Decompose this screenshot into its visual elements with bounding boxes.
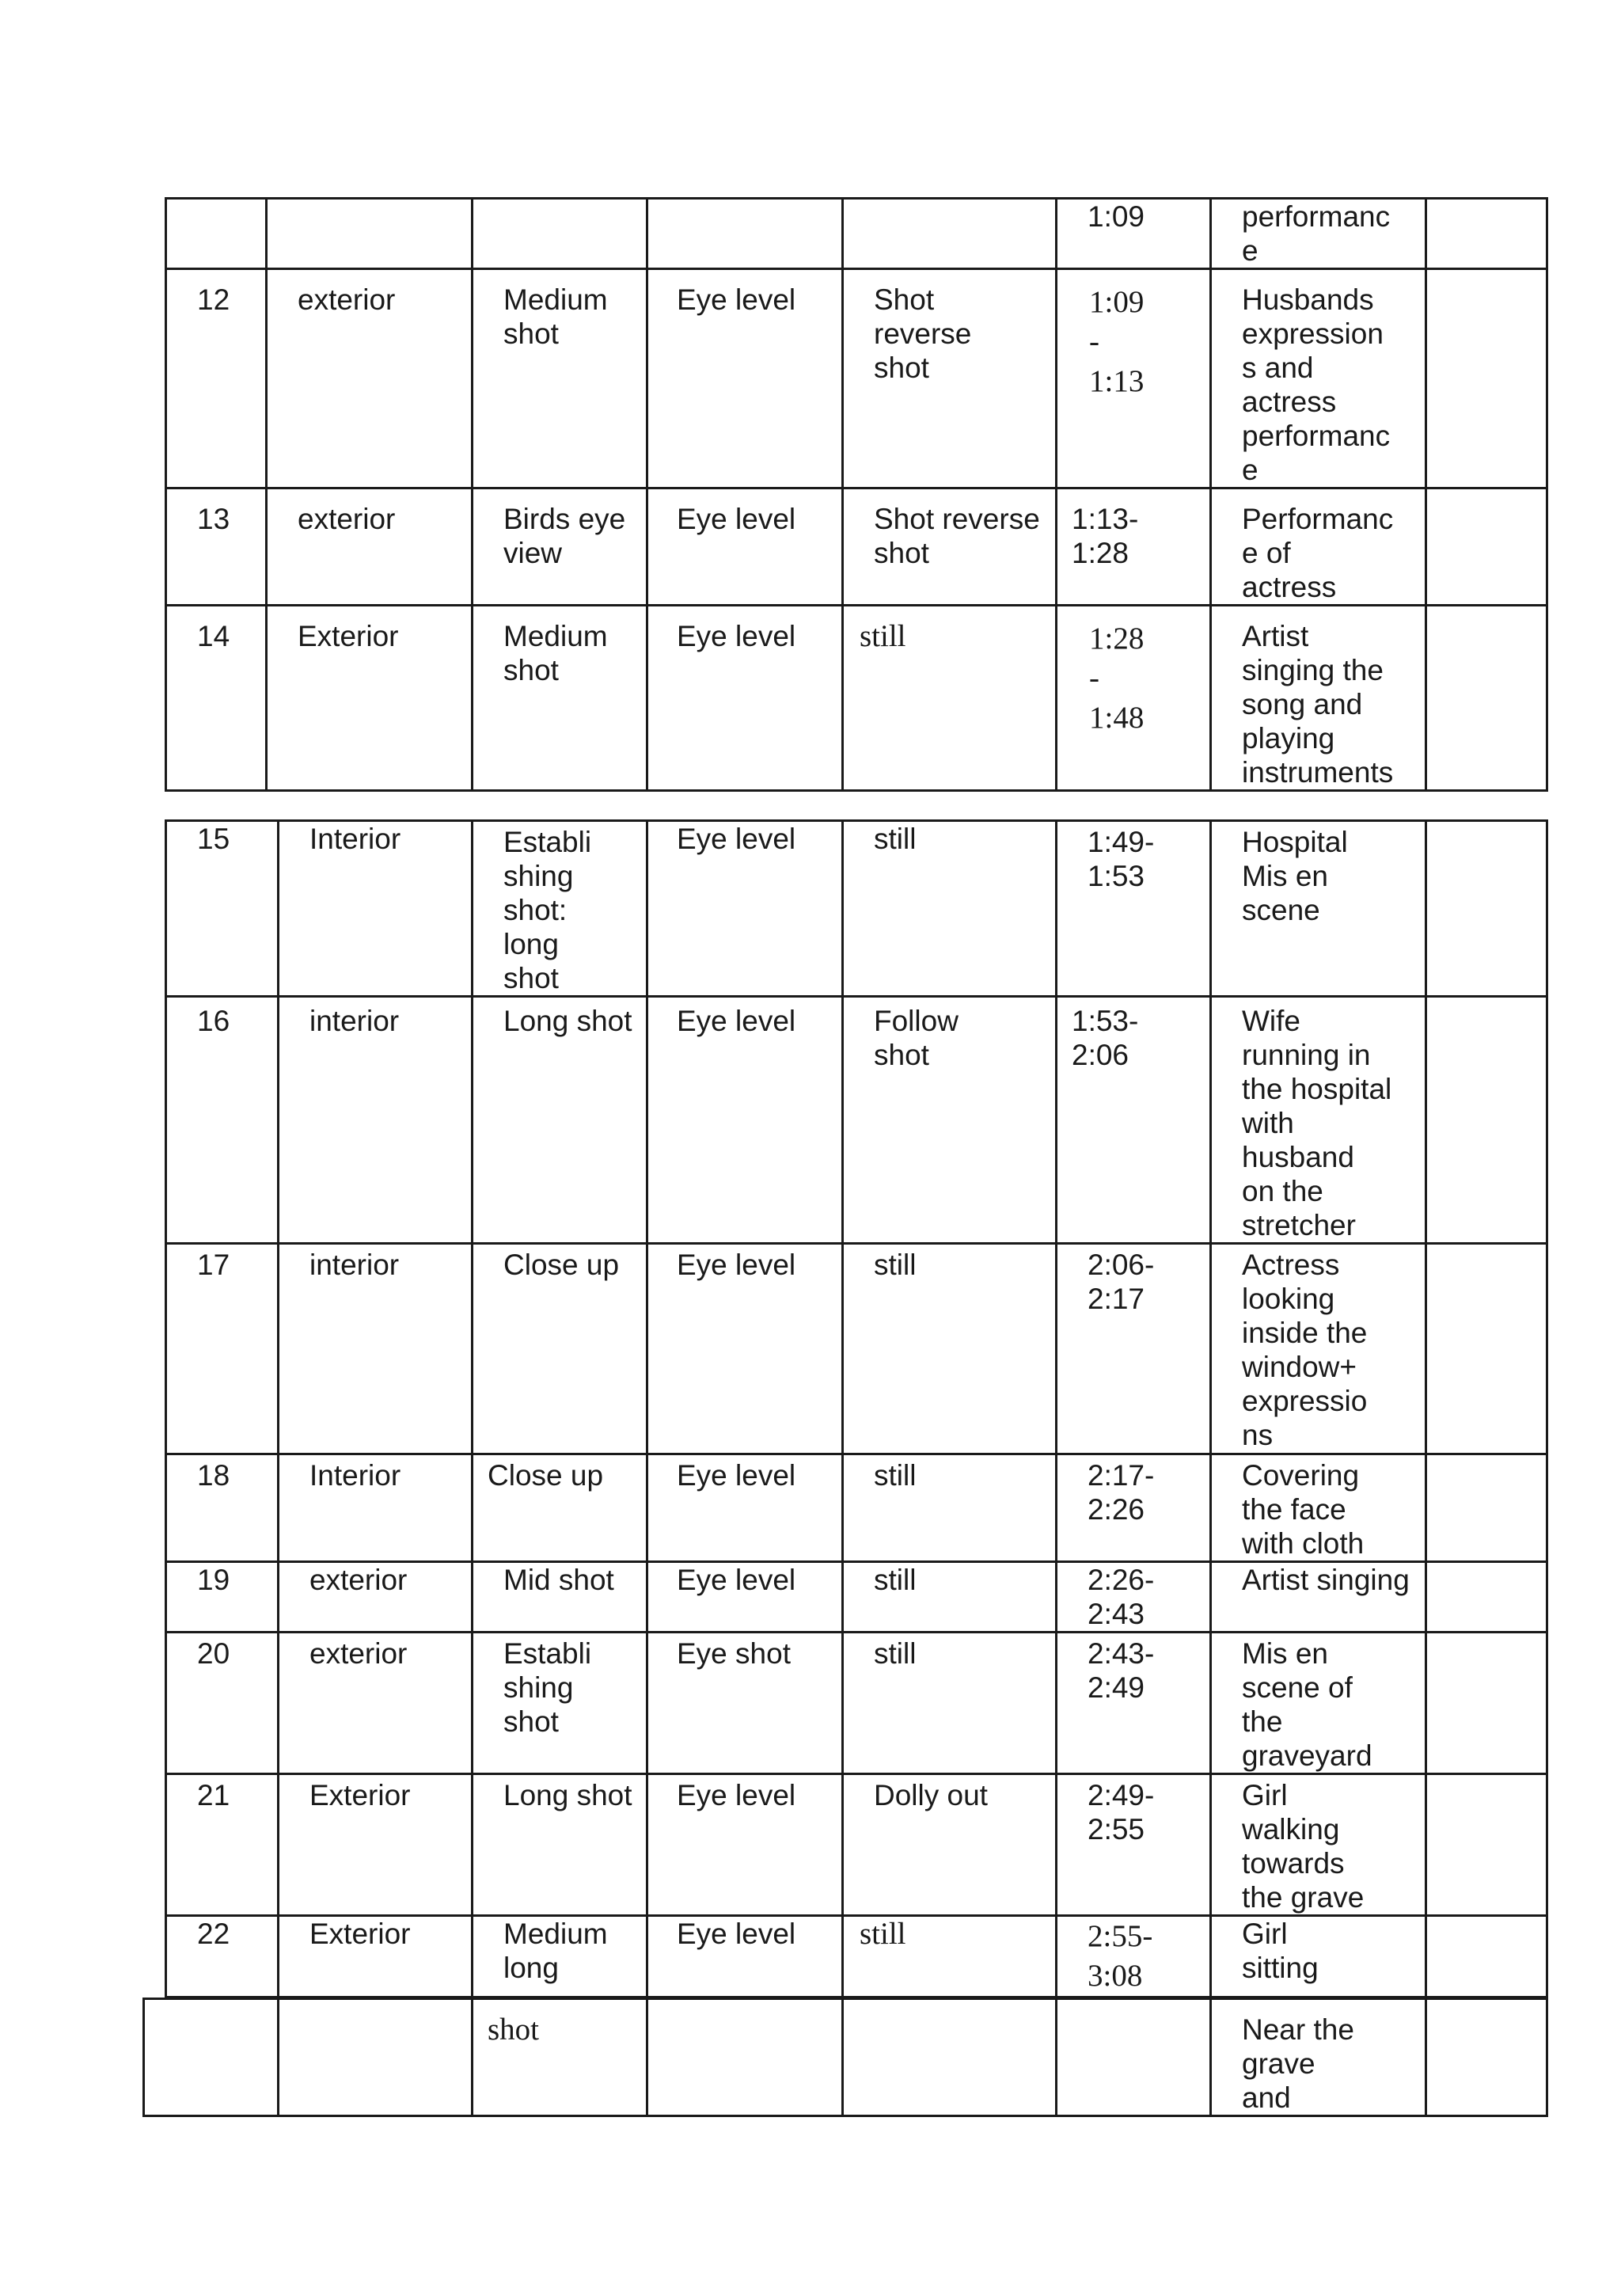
shot-number-cell — [144, 1999, 279, 2116]
location-cell: Exterior — [279, 1916, 473, 1998]
table-row — [166, 821, 1547, 997]
shot-number-cell: 17 — [166, 1244, 279, 1454]
camera-movement-cell: Dolly out — [843, 1774, 1057, 1916]
description-cell: Performanc e of actress — [1211, 488, 1426, 606]
timecode-cell: 1:49- 1:53 — [1057, 821, 1211, 997]
location-cell: Interior — [279, 1454, 473, 1562]
description-cell: Actress looking inside the window+ expressio ns — [1211, 1244, 1426, 1454]
timecode-cell: 2:06- 2:17 — [1057, 1244, 1211, 1454]
shot-type-cell: Mid shot — [473, 1562, 647, 1633]
shot-type-cell: Establi shing shot: long shot — [473, 821, 647, 997]
timecode-cell: 2:26- 2:43 — [1057, 1562, 1211, 1633]
location-cell: Exterior — [267, 606, 473, 791]
location-cell: exterior — [279, 1633, 473, 1774]
description-cell: Near the grave and — [1211, 1999, 1426, 2116]
description-cell: Hospital Mis en scene — [1211, 821, 1426, 997]
location-cell — [267, 199, 473, 269]
shot-type-cell: Long shot — [473, 997, 647, 1244]
shot-number-cell: 22 — [166, 1916, 279, 1998]
shot-number-cell: 14 — [166, 606, 267, 791]
camera-angle-cell — [647, 199, 843, 269]
shot-list-table-2 — [165, 819, 1548, 1998]
table-row — [144, 1999, 1547, 2116]
extra-cell — [1426, 1633, 1547, 1774]
location-cell: exterior — [267, 269, 473, 488]
shot-number-cell: 20 — [166, 1633, 279, 1774]
camera-angle-cell: Eye level — [647, 1454, 843, 1562]
location-cell: exterior — [267, 488, 473, 606]
shot-type-cell: shot — [473, 1999, 647, 2116]
table-row — [166, 1633, 1547, 1774]
description-cell: Wife running in the hospital with husband on the stretcher — [1211, 997, 1426, 1244]
camera-angle-cell: Eye level — [647, 1244, 843, 1454]
camera-angle-cell: Eye level — [647, 269, 843, 488]
table-row — [166, 1454, 1547, 1562]
camera-angle-cell: Eye level — [647, 1562, 843, 1633]
timecode-cell: 1:09 — [1057, 199, 1211, 269]
timecode-cell: 1:28 - 1:48 — [1057, 606, 1211, 791]
camera-movement-cell: Shot reverse shot — [843, 488, 1057, 606]
shot-number-cell: 21 — [166, 1774, 279, 1916]
camera-movement-cell — [843, 1999, 1057, 2116]
shot-type-cell: Establi shing shot — [473, 1633, 647, 1774]
description-cell: Girl sitting — [1211, 1916, 1426, 1998]
extra-cell — [1426, 1774, 1547, 1916]
extra-cell — [1426, 1562, 1547, 1633]
table-row — [166, 269, 1547, 488]
description-cell: Covering the face with cloth — [1211, 1454, 1426, 1562]
shot-number-cell: 12 — [166, 269, 267, 488]
location-cell — [279, 1999, 473, 2116]
timecode-cell: 2:43- 2:49 — [1057, 1633, 1211, 1774]
shot-number-cell: 13 — [166, 488, 267, 606]
shot-number-cell: 16 — [166, 997, 279, 1244]
table-row — [166, 1916, 1547, 1998]
table-row — [166, 199, 1547, 269]
extra-cell — [1426, 488, 1547, 606]
shot-list-table-3 — [142, 1998, 1548, 2117]
timecode-cell: 1:09 - 1:13 — [1057, 269, 1211, 488]
camera-movement-cell: Follow shot — [843, 997, 1057, 1244]
camera-angle-cell: Eye shot — [647, 1633, 843, 1774]
camera-movement-cell: still — [843, 606, 1057, 791]
camera-movement-cell: still — [843, 1916, 1057, 1998]
table-row — [166, 606, 1547, 791]
extra-cell — [1426, 997, 1547, 1244]
table-row — [166, 1244, 1547, 1454]
table-row — [166, 488, 1547, 606]
extra-cell — [1426, 1244, 1547, 1454]
description-cell: Artist singing the song and playing instruments — [1211, 606, 1426, 791]
camera-movement-cell: still — [843, 1633, 1057, 1774]
extra-cell — [1426, 1916, 1547, 1998]
table-row — [166, 1562, 1547, 1633]
extra-cell — [1426, 1999, 1547, 2116]
camera-movement-cell: still — [843, 821, 1057, 997]
camera-movement-cell: still — [843, 1562, 1057, 1633]
shot-list-table-1 — [165, 197, 1548, 792]
shot-number-cell — [166, 199, 267, 269]
camera-angle-cell: Eye level — [647, 997, 843, 1244]
shot-type-cell: Medium shot — [473, 606, 647, 791]
shot-type-cell: Close up — [473, 1454, 647, 1562]
timecode-cell: 2:49- 2:55 — [1057, 1774, 1211, 1916]
description-cell: Mis en scene of the graveyard — [1211, 1633, 1426, 1774]
shot-number-cell: 18 — [166, 1454, 279, 1562]
camera-movement-cell: still — [843, 1244, 1057, 1454]
timecode-cell: 1:13- 1:28 — [1057, 488, 1211, 606]
extra-cell — [1426, 269, 1547, 488]
timecode-cell — [1057, 1999, 1211, 2116]
table-row — [166, 1774, 1547, 1916]
shot-type-cell: Medium shot — [473, 269, 647, 488]
camera-movement-cell: still — [843, 1454, 1057, 1562]
location-cell: Interior — [279, 821, 473, 997]
camera-angle-cell: Eye level — [647, 488, 843, 606]
extra-cell — [1426, 1454, 1547, 1562]
description-cell: Husbands expression s and actress performanc e — [1211, 269, 1426, 488]
timecode-cell: 1:53- 2:06 — [1057, 997, 1211, 1244]
timecode-cell: 2:17- 2:26 — [1057, 1454, 1211, 1562]
camera-angle-cell: Eye level — [647, 606, 843, 791]
location-cell: Exterior — [279, 1774, 473, 1916]
shot-type-cell: Long shot — [473, 1774, 647, 1916]
shot-number-cell: 15 — [166, 821, 279, 997]
shot-type-cell — [473, 199, 647, 269]
camera-angle-cell — [647, 1999, 843, 2116]
camera-movement-cell: Shot reverse shot — [843, 269, 1057, 488]
description-cell: Artist singing — [1211, 1562, 1426, 1633]
shot-number-cell: 19 — [166, 1562, 279, 1633]
description-cell: performanc e — [1211, 199, 1426, 269]
timecode-cell: 2:55- 3:08 — [1057, 1916, 1211, 1998]
extra-cell — [1426, 821, 1547, 997]
extra-cell — [1426, 199, 1547, 269]
extra-cell — [1426, 606, 1547, 791]
shot-type-cell: Close up — [473, 1244, 647, 1454]
table-row — [166, 997, 1547, 1244]
camera-movement-cell — [843, 199, 1057, 269]
location-cell: interior — [279, 1244, 473, 1454]
shot-type-cell: Medium long — [473, 1916, 647, 1998]
location-cell: interior — [279, 997, 473, 1244]
location-cell: exterior — [279, 1562, 473, 1633]
camera-angle-cell: Eye level — [647, 821, 843, 997]
camera-angle-cell: Eye level — [647, 1774, 843, 1916]
shot-type-cell: Birds eye view — [473, 488, 647, 606]
camera-angle-cell: Eye level — [647, 1916, 843, 1998]
description-cell: Girl walking towards the grave — [1211, 1774, 1426, 1916]
